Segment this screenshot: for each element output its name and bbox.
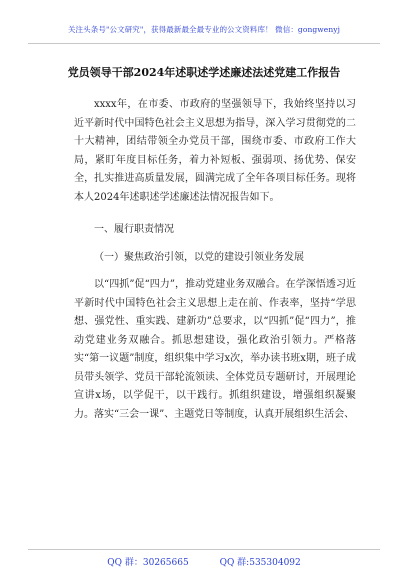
section-heading-1: 一、履行职责情况 [94,224,174,235]
document-title: 党员领导干部2024年述职述学述廉述法述党建工作报告 [67,66,341,79]
footer-qq-group-1: QQ 群：30265665 [107,558,189,568]
intro-paragraph: xxxx年，在市委、市政府的坚强领导下，我始终坚持以习近平新时代中国特色社会主义思想为指导，深入学习贯彻党的二十大精神，团结带领全办党员干部，围绕市委、市政府工作大局，紧盯年度目标任务，着力补短板、强弱项、扬优势、保安全，扎实推进高质量发展，圆满完成了全年各项目标任务。现将本人2024年述职述学述廉述法情况报告如下。 [74,99,356,203]
header-banner: 关注头条号"公文研究"，获得最新最全最专业的公文资料库！ 微信：gongwenyj [67,25,341,34]
body-paragraph: 以“四抓”促“四力”，推动党建业务双融合。在学深悟透习近平新时代中国特色社会主义思想上走在前、作表率，坚持“学思想、强党性、重实践、建新功”总要求，以“四抓”促“四力”，推动党建业务双融合。抓思想建设，强化政治引领力。严格落实“第一议题”制度，组织集中学习x次，举办读书班x期，班子成员带头领学、党员干部轮流领读、全体党员专题研讨，开展理论宣讲x场，以学促干，以干践行。抓组织建设，增强组织凝聚力。落实“三会一课”、主题党日等制度，认真开展组织生活会、 [74,279,356,420]
footer [0,555,408,568]
document-body [74,96,356,424]
footer-divider [28,549,380,550]
subsection-heading-1: （一）聚焦政治引领，以党的建设引领业务发展 [94,251,304,263]
header-divider [28,43,380,44]
footer-qq-group-2: QQ 群:535304092 [219,558,301,568]
